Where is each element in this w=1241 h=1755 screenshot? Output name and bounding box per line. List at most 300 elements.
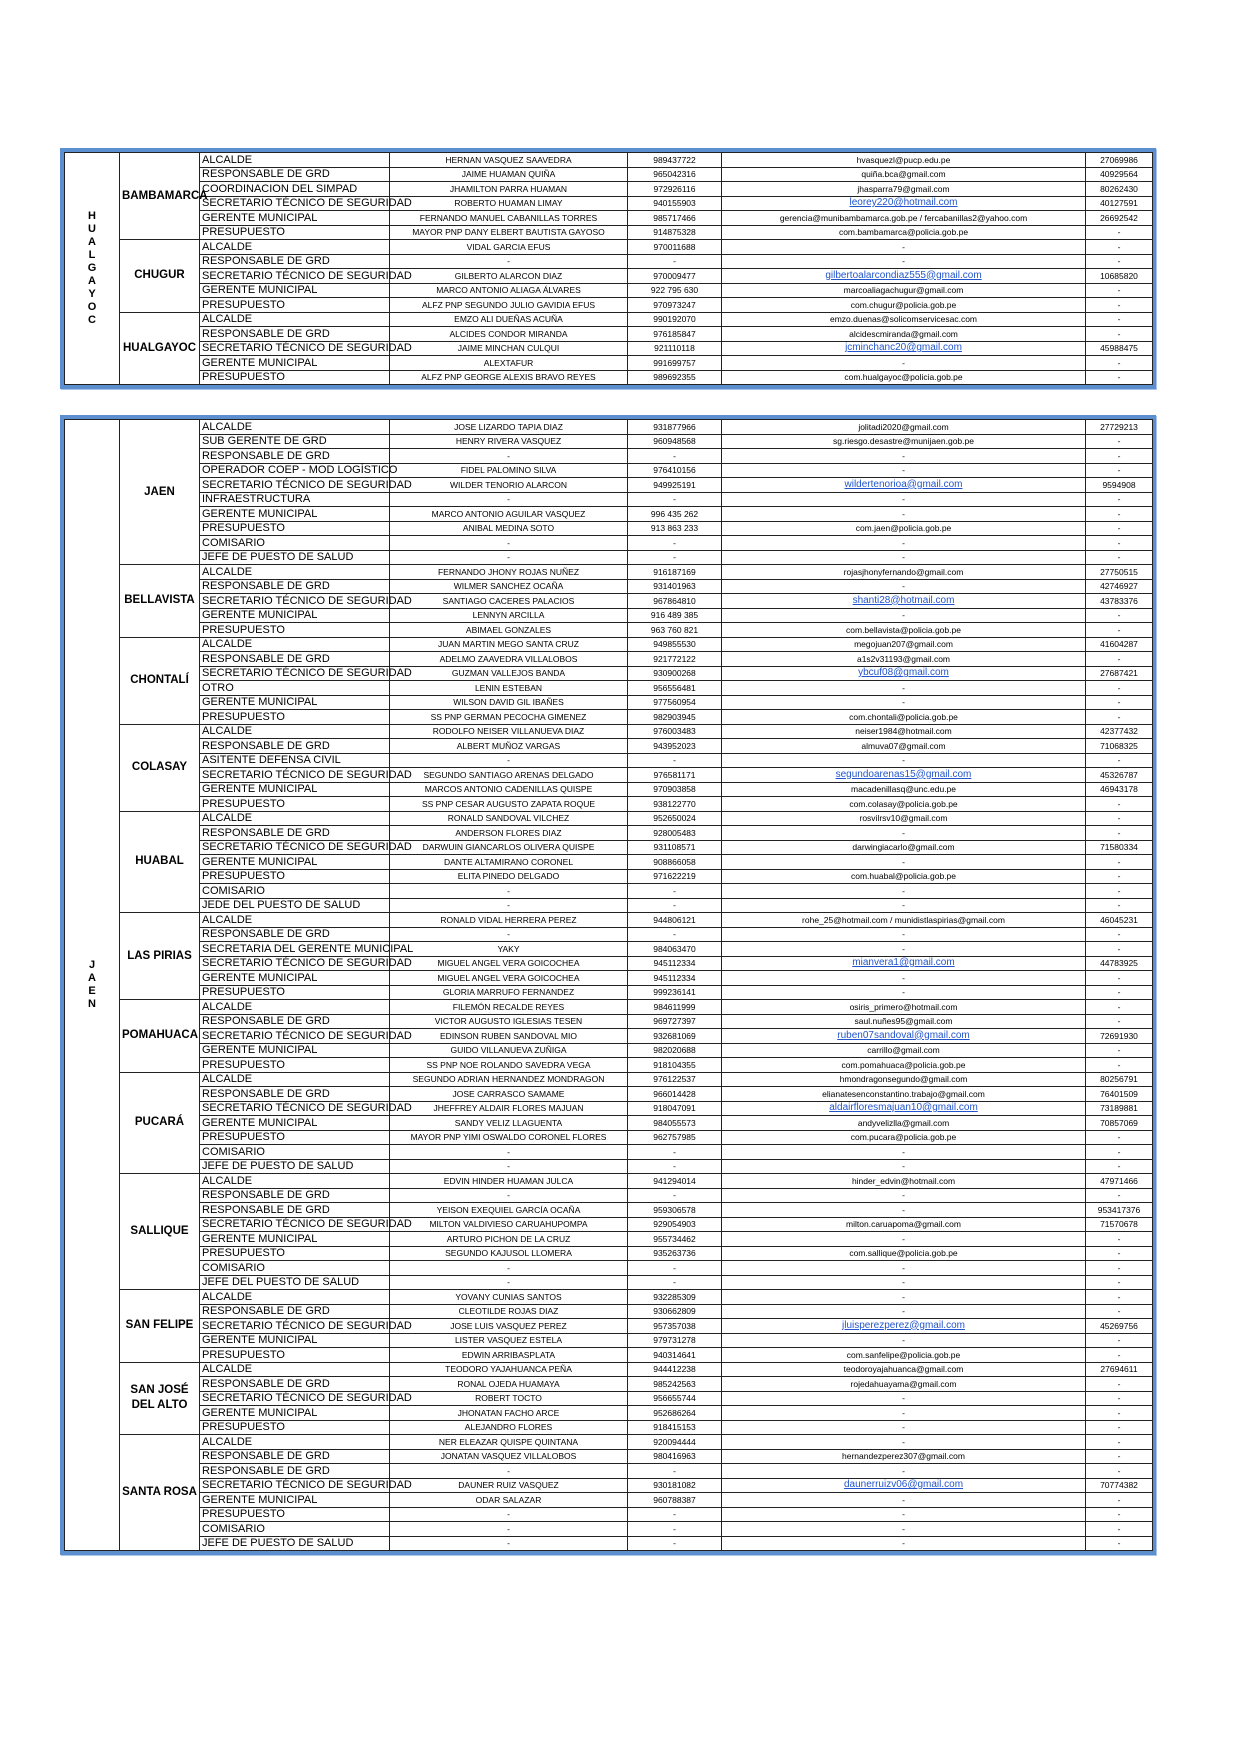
- name-cell: RONAL OJEDA HUAMAYA: [390, 1377, 628, 1392]
- table-row: [65, 855, 1153, 870]
- role-cell: PRESUPUESTO: [200, 869, 390, 884]
- email-cell: com.bambamarca@policia.gob.pe: [722, 225, 1086, 240]
- role-cell: GERENTE MUNICIPAL: [200, 507, 390, 522]
- role-cell: SECRETARIO TÉCNICO DE SEGURIDAD: [200, 1391, 390, 1406]
- dni-cell: -: [1086, 370, 1153, 385]
- table-row: [65, 927, 1153, 942]
- email-cell: -: [722, 1261, 1086, 1276]
- email-cell[interactable]: ybcuf08@gmail.com: [722, 666, 1086, 681]
- table-row: [65, 1000, 1153, 1015]
- email-cell[interactable]: jluisperezperez@gmail.com: [722, 1319, 1086, 1334]
- email-cell[interactable]: gilbertoalarcondiaz555@gmail.com: [722, 269, 1086, 284]
- district-san-jose-del-alto: SAN JOSÉ DEL ALTO: [120, 1362, 200, 1435]
- email-cell: -: [722, 1145, 1086, 1160]
- table-row: [65, 1435, 1153, 1450]
- phone-cell: 962757985: [628, 1130, 722, 1145]
- table-row: [65, 341, 1153, 356]
- phone-cell: -: [628, 536, 722, 551]
- dni-cell: -: [1086, 327, 1153, 342]
- district-jaen: JAEN: [120, 420, 200, 565]
- table-row: [65, 1319, 1153, 1334]
- phone-cell: 952686264: [628, 1406, 722, 1421]
- dni-cell: -: [1086, 695, 1153, 710]
- email-cell: -: [722, 695, 1086, 710]
- email-cell[interactable]: segundoarenas15@gmail.com: [722, 768, 1086, 783]
- phone-cell: 908866058: [628, 855, 722, 870]
- name-cell: LENNYN ARCILLA: [390, 608, 628, 623]
- table-row: [65, 826, 1153, 841]
- phone-cell: 977560954: [628, 695, 722, 710]
- table-row: [65, 211, 1153, 226]
- email-cell: macadenillasq@unc.edu.pe: [722, 782, 1086, 797]
- email-cell: almuva07@gmail.com: [722, 739, 1086, 754]
- table-row: [65, 1043, 1153, 1058]
- phone-cell: 976185847: [628, 327, 722, 342]
- email-cell: marcoaliagachugur@gmail.com: [722, 283, 1086, 298]
- role-cell: ALCALDE: [200, 312, 390, 327]
- name-cell: MAYOR PNP YIMI OSWALDO CORONEL FLORES: [390, 1130, 628, 1145]
- role-cell: RESPONSABLE DE GRD: [200, 652, 390, 667]
- name-cell: ALEXTAFUR: [390, 356, 628, 371]
- role-cell: JEFE DE PUESTO DE SALUD: [200, 550, 390, 565]
- table-row: [65, 1203, 1153, 1218]
- table-row: [65, 283, 1153, 298]
- role-cell: ALCALDE: [200, 153, 390, 168]
- table-row: [65, 1188, 1153, 1203]
- dni-cell: 10685820: [1086, 269, 1153, 284]
- dni-cell: -: [1086, 298, 1153, 313]
- phone-cell: -: [628, 1507, 722, 1522]
- email-cell: -: [722, 753, 1086, 768]
- role-cell: SECRETARIO TÉCNICO DE SEGURIDAD: [200, 1217, 390, 1232]
- table-row: [65, 225, 1153, 240]
- dni-cell: -: [1086, 1377, 1153, 1392]
- phone-cell: 952650024: [628, 811, 722, 826]
- role-cell: RESPONSABLE DE GRD: [200, 1304, 390, 1319]
- role-cell: ALCALDE: [200, 1000, 390, 1015]
- email-cell: -: [722, 681, 1086, 696]
- phone-cell: 944412238: [628, 1362, 722, 1377]
- email-cell: -: [722, 1203, 1086, 1218]
- table-row: [65, 1377, 1153, 1392]
- name-cell: -: [390, 254, 628, 269]
- phone-cell: 940314641: [628, 1348, 722, 1363]
- table-row: [65, 1275, 1153, 1290]
- dni-cell: 70774382: [1086, 1478, 1153, 1493]
- role-cell: RESPONSABLE DE GRD: [200, 579, 390, 594]
- dni-cell: -: [1086, 681, 1153, 696]
- role-cell: PRESUPUESTO: [200, 1246, 390, 1261]
- email-cell: megojuan207@gmail.com: [722, 637, 1086, 652]
- table-row: [65, 811, 1153, 826]
- name-cell: ANDERSON FLORES DIAZ: [390, 826, 628, 841]
- table-row: [65, 1522, 1153, 1537]
- phone-cell: 944806121: [628, 913, 722, 928]
- name-cell: -: [390, 1188, 628, 1203]
- role-cell: COMISARIO: [200, 1145, 390, 1160]
- table-row: [65, 1348, 1153, 1363]
- district-bellavista: BELLAVISTA: [120, 565, 200, 638]
- table-row: [65, 1130, 1153, 1145]
- name-cell: JHAMILTON PARRA HUAMAN: [390, 182, 628, 197]
- role-cell: PRESUPUESTO: [200, 797, 390, 812]
- phone-cell: 970009477: [628, 269, 722, 284]
- email-cell[interactable]: mianvera1@gmail.com: [722, 956, 1086, 971]
- dni-cell: -: [1086, 1000, 1153, 1015]
- dni-cell: -: [1086, 434, 1153, 449]
- email-cell: com.hualgayoc@policia.gob.pe: [722, 370, 1086, 385]
- email-cell: hernandezperez307@gmail.com: [722, 1449, 1086, 1464]
- email-cell: saul.nuñes95@gmail.com: [722, 1014, 1086, 1029]
- table-row: [65, 420, 1153, 435]
- dni-cell: -: [1086, 652, 1153, 667]
- dni-cell: -: [1086, 753, 1153, 768]
- table-row: [65, 370, 1153, 385]
- role-cell: SECRETARIA DEL GERENTE MUNICIPAL: [200, 942, 390, 957]
- phone-cell: 943952023: [628, 739, 722, 754]
- role-cell: GERENTE MUNICIPAL: [200, 1116, 390, 1131]
- name-cell: EDVIN HINDER HUAMAN JULCA: [390, 1174, 628, 1189]
- role-cell: ALCALDE: [200, 565, 390, 580]
- table-row: [65, 182, 1153, 197]
- name-cell: EDWIN ARRIBASPLATA: [390, 1348, 628, 1363]
- name-cell: MIGUEL ANGEL VERA GOICOCHEA: [390, 956, 628, 971]
- phone-cell: 940155903: [628, 196, 722, 211]
- email-cell: -: [722, 492, 1086, 507]
- phone-cell: 985242563: [628, 1377, 722, 1392]
- jaen-table-block: [60, 415, 1156, 1555]
- dni-cell: 27687421: [1086, 666, 1153, 681]
- email-cell[interactable]: shanti28@hotmail.com: [722, 594, 1086, 609]
- email-cell: -: [722, 855, 1086, 870]
- table-row: [65, 1058, 1153, 1073]
- name-cell: -: [390, 492, 628, 507]
- role-cell: PRESUPUESTO: [200, 370, 390, 385]
- phone-cell: 976122537: [628, 1072, 722, 1087]
- district-bambamarca: BAMBAMARCA: [120, 153, 200, 240]
- name-cell: SEGUNDO KAJUSOL LLOMERA: [390, 1246, 628, 1261]
- email-cell: alcidescmiranda@gmail.com: [722, 327, 1086, 342]
- name-cell: GLORIA MARRUFO FERNANDEZ: [390, 985, 628, 1000]
- name-cell: WILMER SANCHEZ OCAÑA: [390, 579, 628, 594]
- dni-cell: -: [1086, 283, 1153, 298]
- role-cell: RESPONSABLE DE GRD: [200, 826, 390, 841]
- district-chugur: CHUGUR: [120, 240, 200, 313]
- role-cell: PRESUPUESTO: [200, 225, 390, 240]
- dni-cell: -: [1086, 1333, 1153, 1348]
- email-cell: com.colasay@policia.gob.pe: [722, 797, 1086, 812]
- role-cell: ASITENTE DEFENSA CIVIL: [200, 753, 390, 768]
- role-cell: COMISARIO: [200, 1261, 390, 1276]
- dni-cell: -: [1086, 1304, 1153, 1319]
- email-cell: -: [722, 1188, 1086, 1203]
- email-cell: rohe_25@hotmail.com / munidistlaspirias@gmail.com: [722, 913, 1086, 928]
- role-cell: COMISARIO: [200, 884, 390, 899]
- phone-cell: 976003483: [628, 724, 722, 739]
- role-cell: SECRETARIO TÉCNICO DE SEGURIDAD: [200, 768, 390, 783]
- table-row: [65, 1159, 1153, 1174]
- role-cell: JEFE DE PUESTO DE SALUD: [200, 1536, 390, 1551]
- role-cell: OTRO: [200, 681, 390, 696]
- email-cell: darwingiacarlo@gmail.com: [722, 840, 1086, 855]
- email-cell: milton.caruapoma@gmail.com: [722, 1217, 1086, 1232]
- role-cell: ALCALDE: [200, 913, 390, 928]
- phone-cell: 920094444: [628, 1435, 722, 1450]
- dni-cell: -: [1086, 1493, 1153, 1508]
- email-cell: com.pomahuaca@policia.gob.pe: [722, 1058, 1086, 1073]
- dni-cell: -: [1086, 1261, 1153, 1276]
- phone-cell: 979731278: [628, 1333, 722, 1348]
- email-cell[interactable]: jcminchanc20@gmail.com: [722, 341, 1086, 356]
- dni-cell: 43783376: [1086, 594, 1153, 609]
- name-cell: DANTE ALTAMIRANO CORONEL: [390, 855, 628, 870]
- table-row: [65, 269, 1153, 284]
- phone-cell: -: [628, 884, 722, 899]
- role-cell: GERENTE MUNICIPAL: [200, 971, 390, 986]
- name-cell: NER ELEAZAR QUISPE QUINTANA: [390, 1435, 628, 1450]
- email-cell[interactable]: wildertenorioa@gmail.com: [722, 478, 1086, 493]
- role-cell: JEFE DEL PUESTO DE SALUD: [200, 1275, 390, 1290]
- table-row: [65, 1087, 1153, 1102]
- table-row: [65, 608, 1153, 623]
- role-cell: GERENTE MUNICIPAL: [200, 1232, 390, 1247]
- phone-cell: -: [628, 898, 722, 913]
- table-row: [65, 840, 1153, 855]
- email-cell: -: [722, 898, 1086, 913]
- name-cell: -: [390, 1145, 628, 1160]
- phone-cell: 967864810: [628, 594, 722, 609]
- role-cell: GERENTE MUNICIPAL: [200, 1493, 390, 1508]
- name-cell: ALCIDES CONDOR MIRANDA: [390, 327, 628, 342]
- email-cell: com.bellavista@policia.gob.pe: [722, 623, 1086, 638]
- phone-cell: 931108571: [628, 840, 722, 855]
- district-chontali: CHONTALÍ: [120, 637, 200, 724]
- email-cell[interactable]: aldairfloresmajuan10@gmail.com: [722, 1101, 1086, 1116]
- dni-cell: 73189881: [1086, 1101, 1153, 1116]
- email-cell: -: [722, 608, 1086, 623]
- phone-cell: 965042316: [628, 167, 722, 182]
- phone-cell: 969727397: [628, 1014, 722, 1029]
- table-row: [65, 1072, 1153, 1087]
- dni-cell: -: [1086, 449, 1153, 464]
- name-cell: -: [390, 898, 628, 913]
- phone-cell: -: [628, 927, 722, 942]
- dni-cell: 80262430: [1086, 182, 1153, 197]
- role-cell: GERENTE MUNICIPAL: [200, 608, 390, 623]
- dni-cell: -: [1086, 254, 1153, 269]
- table-row: [65, 1420, 1153, 1435]
- email-cell: -: [722, 254, 1086, 269]
- dni-cell: -: [1086, 608, 1153, 623]
- name-cell: HERNAN VASQUEZ SAAVEDRA: [390, 153, 628, 168]
- email-cell: -: [722, 1464, 1086, 1479]
- role-cell: COMISARIO: [200, 1522, 390, 1537]
- email-cell[interactable]: leorey220@hotmail.com: [722, 196, 1086, 211]
- phone-cell: 982020688: [628, 1043, 722, 1058]
- phone-cell: 991699757: [628, 356, 722, 371]
- role-cell: ALCALDE: [200, 1290, 390, 1305]
- phone-cell: 960788387: [628, 1493, 722, 1508]
- phone-cell: -: [628, 1159, 722, 1174]
- dni-cell: 47971466: [1086, 1174, 1153, 1189]
- role-cell: RESPONSABLE DE GRD: [200, 449, 390, 464]
- name-cell: JHONATAN FACHO ARCE: [390, 1406, 628, 1421]
- name-cell: CLEOTILDE ROJAS DIAZ: [390, 1304, 628, 1319]
- dni-cell: -: [1086, 855, 1153, 870]
- role-cell: PRESUPUESTO: [200, 623, 390, 638]
- name-cell: -: [390, 550, 628, 565]
- role-cell: ALCALDE: [200, 1362, 390, 1377]
- name-cell: YAKY: [390, 942, 628, 957]
- email-cell: elianatesenconstantino.trabajo@gmail.com: [722, 1087, 1086, 1102]
- table-row: [65, 1145, 1153, 1160]
- name-cell: WILDER TENORIO ALARCON: [390, 478, 628, 493]
- role-cell: SECRETARIO TÉCNICO DE SEGURIDAD: [200, 478, 390, 493]
- role-cell: GERENTE MUNICIPAL: [200, 1043, 390, 1058]
- table-row: [65, 196, 1153, 211]
- dni-cell: -: [1086, 623, 1153, 638]
- table-row: [65, 240, 1153, 255]
- district-colasay: COLASAY: [120, 724, 200, 811]
- dni-cell: 953417376: [1086, 1203, 1153, 1218]
- email-cell: -: [722, 1232, 1086, 1247]
- table-row: [65, 1362, 1153, 1377]
- dni-cell: 40127591: [1086, 196, 1153, 211]
- email-cell[interactable]: daunerruizv06@gmail.com: [722, 1478, 1086, 1493]
- role-cell: PRESUPUESTO: [200, 298, 390, 313]
- email-cell: -: [722, 1406, 1086, 1421]
- name-cell: ALBERT MUÑOZ VARGAS: [390, 739, 628, 754]
- name-cell: HENRY RIVERA VASQUEZ: [390, 434, 628, 449]
- name-cell: -: [390, 1522, 628, 1537]
- email-cell: osiris_primero@hotmail.com: [722, 1000, 1086, 1015]
- role-cell: ALCALDE: [200, 811, 390, 826]
- phone-cell: 989437722: [628, 153, 722, 168]
- table-row: [65, 1406, 1153, 1421]
- dni-cell: 45269756: [1086, 1319, 1153, 1334]
- table-row: [65, 521, 1153, 536]
- email-cell: jolitadi2020@gmail.com: [722, 420, 1086, 435]
- table-row: [65, 898, 1153, 913]
- name-cell: GUIDO VILLANUEVA ZUÑIGA: [390, 1043, 628, 1058]
- name-cell: -: [390, 1507, 628, 1522]
- table-row: [65, 254, 1153, 269]
- name-cell: ELITA PINEDO DELGADO: [390, 869, 628, 884]
- email-cell: -: [722, 1290, 1086, 1305]
- role-cell: PRESUPUESTO: [200, 1420, 390, 1435]
- name-cell: FERNANDO MANUEL CABANILLAS TORRES: [390, 211, 628, 226]
- phone-cell: 999236141: [628, 985, 722, 1000]
- table-row: [65, 507, 1153, 522]
- table-row: [65, 1449, 1153, 1464]
- phone-cell: 970903858: [628, 782, 722, 797]
- table-row: [65, 565, 1153, 580]
- role-cell: RESPONSABLE DE GRD: [200, 1087, 390, 1102]
- dni-cell: -: [1086, 942, 1153, 957]
- email-cell: -: [722, 550, 1086, 565]
- table-row: [65, 1217, 1153, 1232]
- phone-cell: -: [628, 492, 722, 507]
- district-pucara: PUCARÁ: [120, 1072, 200, 1174]
- table-row: [65, 1536, 1153, 1551]
- email-cell: -: [722, 536, 1086, 551]
- name-cell: SEGUNDO SANTIAGO ARENAS DELGADO: [390, 768, 628, 783]
- role-cell: ALCALDE: [200, 1072, 390, 1087]
- name-cell: SANTIAGO CACERES PALACIOS: [390, 594, 628, 609]
- table-row: [65, 463, 1153, 478]
- email-cell: -: [722, 1522, 1086, 1537]
- email-cell: -: [722, 1333, 1086, 1348]
- email-cell[interactable]: ruben07sandoval@gmail.com: [722, 1029, 1086, 1044]
- dni-cell: 27729213: [1086, 420, 1153, 435]
- province-name: J A E N: [65, 420, 120, 1551]
- table-row: [65, 167, 1153, 182]
- email-cell: -: [722, 971, 1086, 986]
- table-row: [65, 1232, 1153, 1247]
- email-cell: com.sanfelipe@policia.gob.pe: [722, 1348, 1086, 1363]
- phone-cell: 955734462: [628, 1232, 722, 1247]
- dni-cell: -: [1086, 356, 1153, 371]
- name-cell: JHEFFREY ALDAIR FLORES MAJUAN: [390, 1101, 628, 1116]
- name-cell: ANIBAL MEDINA SOTO: [390, 521, 628, 536]
- name-cell: JUAN MARTIN MEGO SANTA CRUZ: [390, 637, 628, 652]
- dni-cell: 27694611: [1086, 1362, 1153, 1377]
- email-cell: a1s2v31193@gmail.com: [722, 652, 1086, 667]
- email-cell: -: [722, 1493, 1086, 1508]
- phone-cell: 938122770: [628, 797, 722, 812]
- table-row: [65, 1029, 1153, 1044]
- phone-cell: 949925191: [628, 478, 722, 493]
- dni-cell: -: [1086, 1536, 1153, 1551]
- table-row: [65, 956, 1153, 971]
- table-row: [65, 153, 1153, 168]
- hualgayoc-table-block: [60, 148, 1156, 389]
- role-cell: PRESUPUESTO: [200, 1130, 390, 1145]
- phone-cell: -: [628, 1261, 722, 1276]
- dni-cell: -: [1086, 1232, 1153, 1247]
- name-cell: ALFZ PNP SEGUNDO JULIO GAVIDIA EFUS: [390, 298, 628, 313]
- phone-cell: 970011688: [628, 240, 722, 255]
- table-row: [65, 768, 1153, 783]
- role-cell: RESPONSABLE DE GRD: [200, 739, 390, 754]
- table-row: [65, 971, 1153, 986]
- role-cell: COORDINACION DEL SIMPAD: [200, 182, 390, 197]
- role-cell: JEDE DEL PUESTO DE SALUD: [200, 898, 390, 913]
- name-cell: MARCO ANTONIO AGUILAR VASQUEZ: [390, 507, 628, 522]
- role-cell: RESPONSABLE DE GRD: [200, 327, 390, 342]
- name-cell: ALEJANDRO FLORES: [390, 1420, 628, 1435]
- role-cell: SECRETARIO TÉCNICO DE SEGURIDAD: [200, 956, 390, 971]
- email-cell: -: [722, 1275, 1086, 1290]
- district-santa-rosa: SANTA ROSA: [120, 1435, 200, 1551]
- dni-cell: -: [1086, 1348, 1153, 1363]
- email-cell: quiña.bca@gmail.com: [722, 167, 1086, 182]
- role-cell: GERENTE MUNICIPAL: [200, 782, 390, 797]
- email-cell: carrillo@gmail.com: [722, 1043, 1086, 1058]
- name-cell: ARTURO PICHON DE LA CRUZ: [390, 1232, 628, 1247]
- email-cell: -: [722, 579, 1086, 594]
- dni-cell: -: [1086, 826, 1153, 841]
- dni-cell: -: [1086, 1145, 1153, 1160]
- phone-cell: 945112334: [628, 956, 722, 971]
- role-cell: GERENTE MUNICIPAL: [200, 855, 390, 870]
- email-cell: com.chontali@policia.gob.pe: [722, 710, 1086, 725]
- phone-cell: 931401963: [628, 579, 722, 594]
- district-hualgayoc: HUALGAYOC: [120, 312, 200, 385]
- dni-cell: 45988475: [1086, 341, 1153, 356]
- email-cell: -: [722, 1304, 1086, 1319]
- dni-cell: -: [1086, 869, 1153, 884]
